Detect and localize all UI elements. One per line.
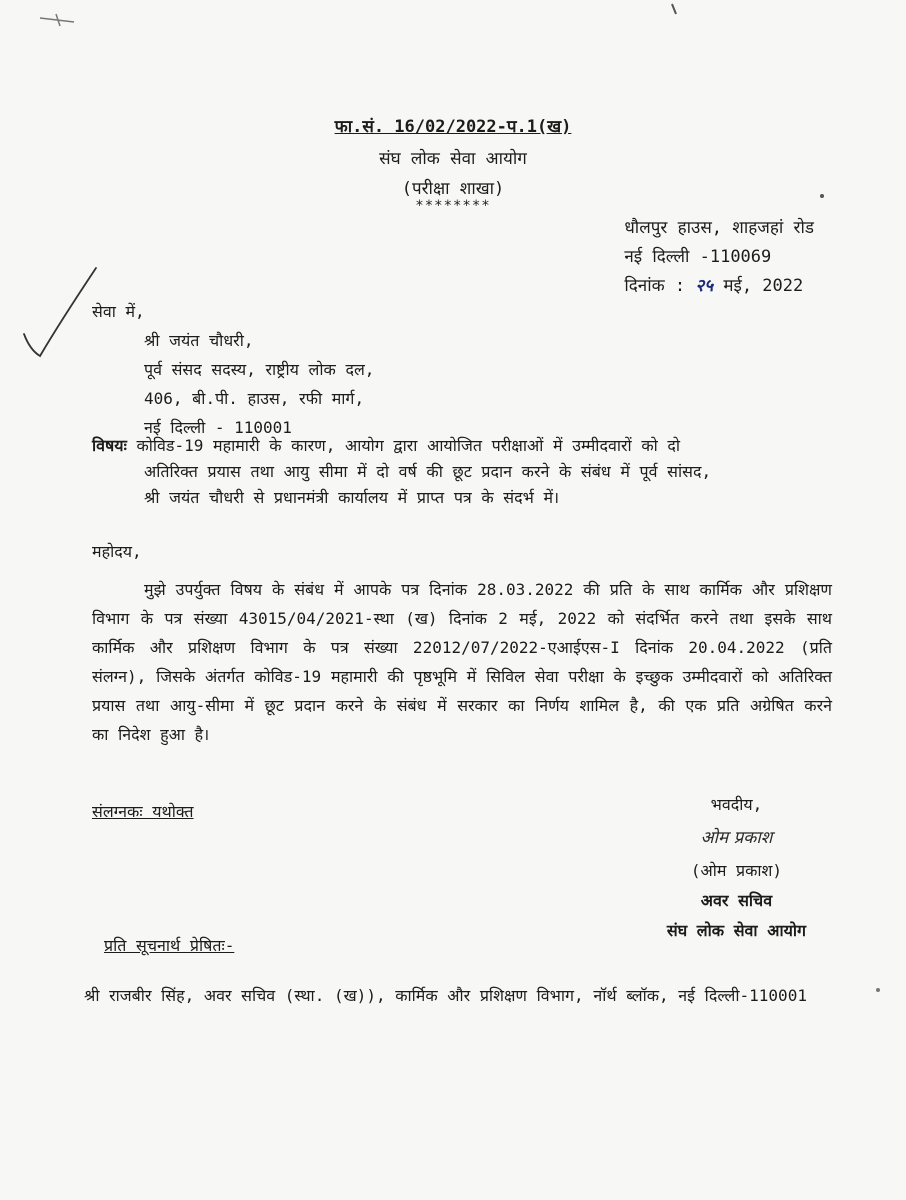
organisation-name: संघ लोक सेवा आयोग bbox=[379, 149, 527, 169]
copy-to-heading: प्रति सूचनार्थ प्रेषितः- bbox=[104, 936, 235, 955]
tick-mark-icon bbox=[20, 262, 100, 362]
recipient-designation: पूर्व संसद सदस्य, राष्ट्रीय लोक दल, bbox=[144, 360, 375, 379]
recipient-address: 406, बी.पी. हाउस, रफी मार्ग, bbox=[144, 389, 365, 408]
letter-body: मुझे उपर्युक्त विषय के संबंध में आपके पत्र दिनांक 28.03.2022 की प्रति के साथ कार्मिक और प्रशिक्षण विभाग के पत्र संख्या 43015/04/2021-स्था (ख) दिनांक 2 मई, 2022 को संदर्भित करने तथा इसके साथ कार्मिक और प्रशिक्षण विभाग के पत्र संख्या 22012/07/2022-एआईएस-I दिनांक 20.04.2022 (प्रति संलग्न), जिसके अंतर्गत कोविड-19 महामारी की पृष्ठभूमि में सिविल सेवा परीक्षा के इच्छुक उम्मीदवारों को अतिरिक्त प्रयास तथा आयु-सीमा में छूट प्रदान करने के संबंध में सरकार का निर्णय शामिल है, की एक प्रति अग्रेषित करने का निदेश हुआ है। bbox=[92, 580, 832, 744]
subject-line-1: कोविड-19 महामारी के कारण, आयोग द्वारा आयोजित परीक्षाओं में उम्मीदवारों को दो bbox=[136, 436, 681, 455]
date-month-year: मई, 2022 bbox=[723, 276, 804, 296]
signatory-organisation: संघ लोक सेवा आयोग bbox=[666, 921, 806, 940]
date-line bbox=[624, 272, 814, 301]
salutation: महोदय, bbox=[92, 542, 142, 561]
file-number: फा.सं. 16/02/2022-प.1(ख) bbox=[334, 117, 572, 137]
date-label: दिनांक : bbox=[624, 276, 686, 296]
recipient-name: श्री जयंत चौधरी, bbox=[144, 331, 254, 350]
date-day: २५ bbox=[695, 276, 714, 296]
subject-line-3: श्री जयंत चौधरी से प्रधानमंत्री कार्यालय में प्राप्त पत्र के संदर्भ में। bbox=[144, 488, 560, 507]
signatory-designation: अवर सचिव bbox=[700, 891, 773, 910]
copy-to-recipient: श्री राजबीर सिंह, अवर सचिव (स्था. (ख)), कार्मिक और प्रशिक्षण विभाग, नॉर्थ ब्लॉक, नई दिल्ली-110001 bbox=[84, 986, 807, 1005]
address-line-1: धौलपुर हाउस, शाहजहां रोड bbox=[624, 218, 814, 238]
signature-block bbox=[667, 790, 806, 946]
signatory-name: (ओम प्रकाश) bbox=[690, 861, 783, 880]
subject-block bbox=[92, 433, 832, 511]
closing: भवदीय, bbox=[710, 795, 763, 814]
subject-label: विषयः bbox=[92, 436, 127, 455]
separator: ******** bbox=[415, 198, 491, 214]
branch-name: (परीक्षा शाखा) bbox=[401, 179, 505, 199]
handwritten-signature: ओम प्रकाश bbox=[700, 828, 773, 848]
enclosure-note: संलग्नकः यथोक्त bbox=[92, 802, 194, 821]
recipient-city: नई दिल्ली - 110001 bbox=[144, 418, 292, 437]
address-line-2: नई दिल्ली -110069 bbox=[624, 247, 772, 267]
to-label: सेवा में, bbox=[92, 302, 145, 321]
subject-line-2: अतिरिक्त प्रयास तथा आयु सीमा में दो वर्ष की छूट प्रदान करने के संबंध में पूर्व सांसद, bbox=[144, 462, 712, 481]
sender-address bbox=[624, 214, 814, 301]
recipient-block bbox=[92, 297, 374, 442]
